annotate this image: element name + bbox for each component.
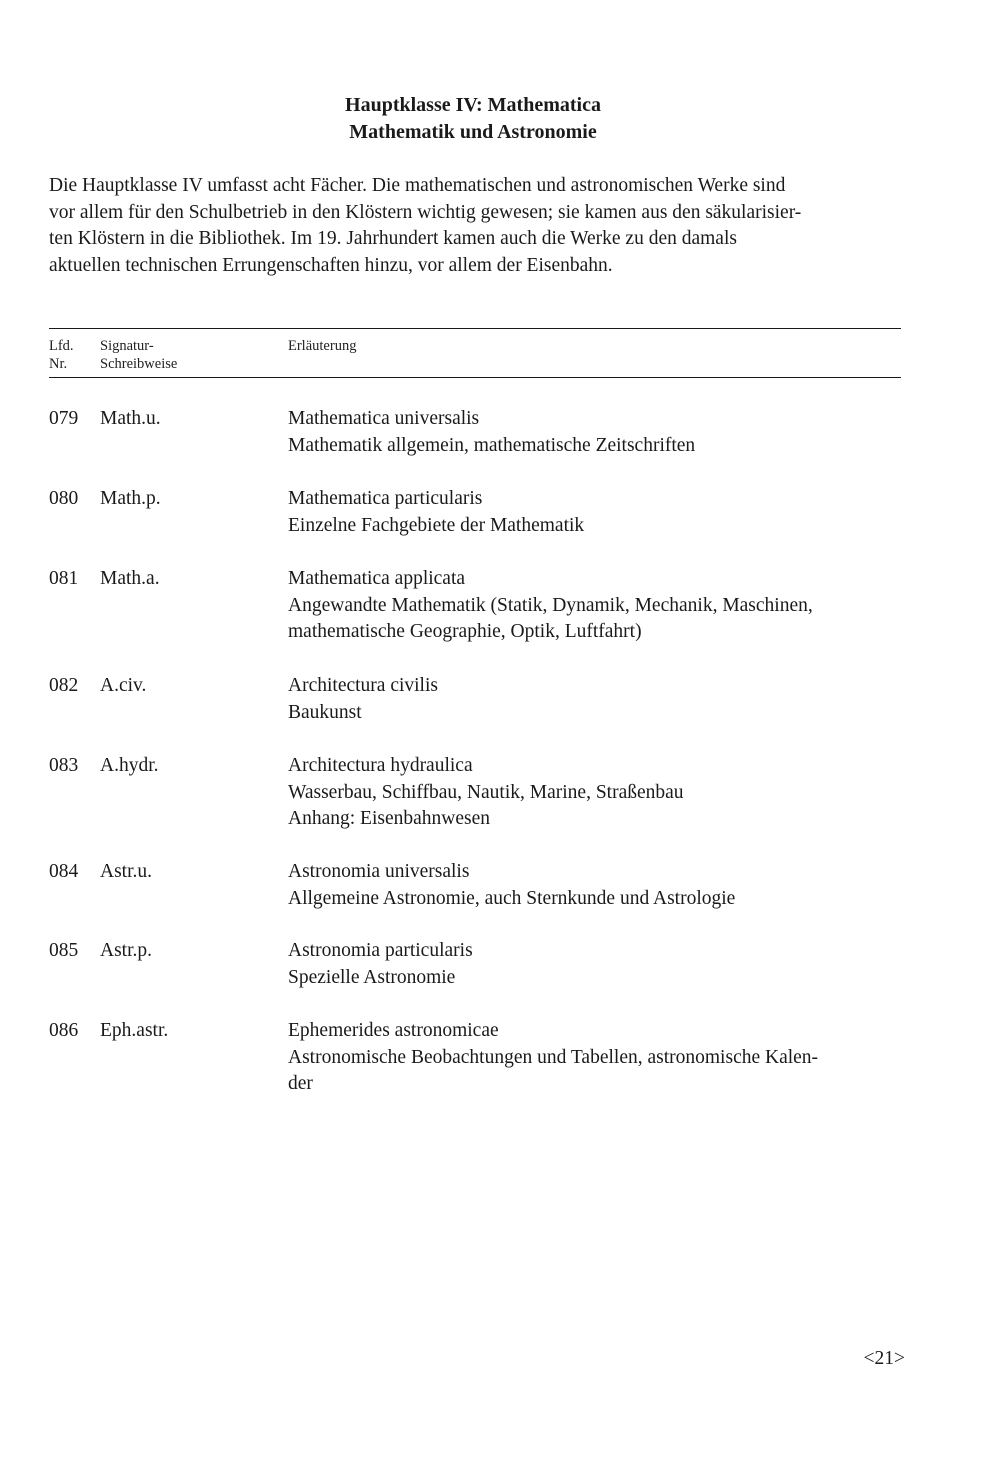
column-header-signature-line1: Signatur- <box>100 338 154 354</box>
column-header-number-line2: Nr. <box>49 356 68 372</box>
row-number: 079 <box>49 408 79 429</box>
row-latin-name: Architectura civilis <box>288 675 438 696</box>
row-number: 082 <box>49 675 79 696</box>
page-number: <21> <box>863 1348 905 1369</box>
row-description: Wasserbau, Schiffbau, Nautik, Marine, Straßenbau <box>288 781 684 803</box>
row-explanation <box>288 486 901 539</box>
row-signature: Eph.astr. <box>100 1020 169 1041</box>
row-latin-name: Architectura hydraulica <box>288 755 473 776</box>
column-header-number-line1: Lfd. <box>49 338 74 354</box>
row-explanation <box>288 1018 901 1098</box>
row-latin-name: Astronomia universalis <box>288 861 470 882</box>
row-latin-name: Mathematica universalis <box>288 408 480 429</box>
intro-line: ten Klöstern in die Bibliothek. Im 19. Jahrhundert kamen auch die Werke zu den damals <box>49 228 737 250</box>
row-explanation <box>288 406 901 459</box>
row-description: der <box>288 1073 313 1094</box>
intro-line: vor allem für den Schulbetrieb in den Klöstern wichtig gewesen; sie kamen aus den säkularisier- <box>49 201 802 223</box>
row-signature: Math.u. <box>100 408 161 429</box>
row-signature: Math.p. <box>100 488 161 509</box>
row-description: Baukunst <box>288 701 362 723</box>
row-explanation <box>288 753 901 833</box>
row-signature: Astr.u. <box>100 861 153 882</box>
row-description: Einzelne Fachgebiete der Mathematik <box>288 514 585 536</box>
row-number: 083 <box>49 755 79 776</box>
row-number: 086 <box>49 1020 79 1041</box>
intro-line: Die Hauptklasse IV umfasst acht Fächer. Die mathematischen und astronomischen Werke sind <box>49 175 786 196</box>
row-signature: A.civ. <box>100 675 147 696</box>
row-description: Astronomische Beobachtungen und Tabellen, astronomische Kalen- <box>288 1046 819 1068</box>
row-number: 081 <box>49 568 79 589</box>
row-signature: Math.a. <box>100 568 160 589</box>
row-signature: A.hydr. <box>100 755 159 776</box>
row-number: 085 <box>49 940 79 961</box>
row-description: Allgemeine Astronomie, auch Sternkunde und Astrologie <box>288 887 736 909</box>
row-signature: Astr.p. <box>100 940 153 961</box>
row-explanation <box>288 673 901 726</box>
column-header-explanation: Erläuterung <box>288 338 357 354</box>
page-subtitle: Mathematik und Astronomie <box>349 121 597 143</box>
row-explanation <box>288 566 901 646</box>
row-latin-name: Ephemerides astronomicae <box>288 1020 499 1041</box>
row-latin-name: Mathematica particularis <box>288 488 483 509</box>
row-description: Angewandte Mathematik (Statik, Dynamik, Mechanik, Maschinen, <box>288 594 813 616</box>
row-description: Anhang: Eisenbahnwesen <box>288 808 490 829</box>
row-description: Mathematik allgemein, mathematische Zeitschriften <box>288 434 696 456</box>
row-latin-name: Astronomia particularis <box>288 940 473 961</box>
row-description: Spezielle Astronomie <box>288 966 456 988</box>
row-description: mathematische Geographie, Optik, Luftfahrt) <box>288 621 642 642</box>
row-explanation <box>288 859 901 912</box>
intro-line: aktuellen technischen Errungenschaften hinzu, vor allem der Eisenbahn. <box>49 255 613 277</box>
column-header-signature-line2: Schreibweise <box>100 356 178 372</box>
page-title: Hauptklasse IV: Mathematica <box>345 94 601 116</box>
row-explanation <box>288 938 901 991</box>
row-number: 080 <box>49 488 79 509</box>
row-number: 084 <box>49 861 79 882</box>
row-latin-name: Mathematica applicata <box>288 568 466 589</box>
